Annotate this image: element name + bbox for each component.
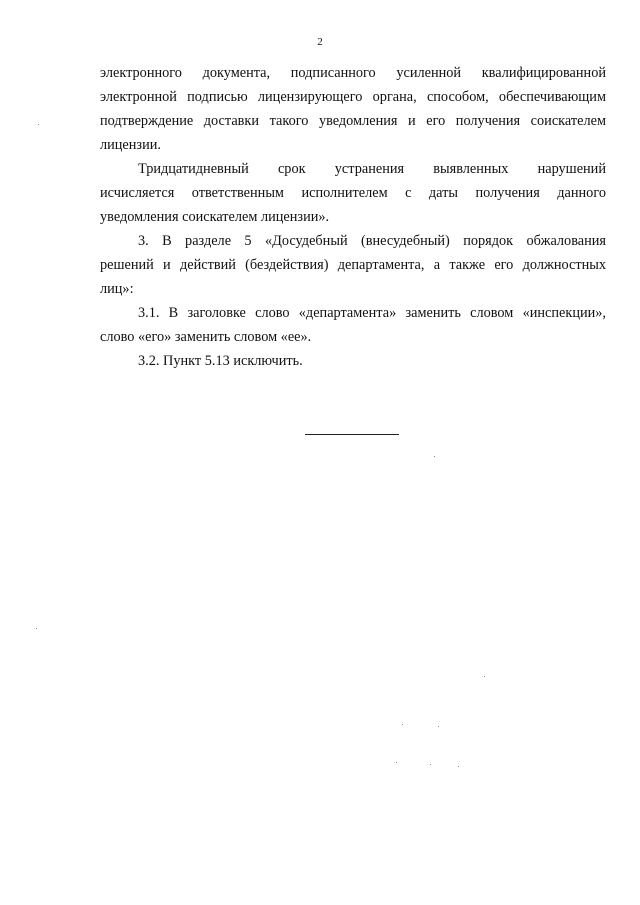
text-line: решений и действий (бездействия) департамента, а также его должностных [100, 257, 606, 273]
text-line: 3.1. В заголовке слово «департамента» заменить словом «инспекции», [138, 305, 606, 321]
text-line: слово «его» заменить словом «ее». [100, 329, 312, 345]
scan-speck [36, 628, 37, 629]
paragraph-continuation [100, 61, 606, 157]
scan-speck [402, 724, 403, 725]
scan-speck [438, 726, 439, 727]
text-line: электронной подписью лицензирующего органа, способом, обеспечивающим [100, 89, 606, 105]
scan-speck [484, 676, 485, 677]
text-line: уведомления соискателем лицензии». [100, 209, 330, 225]
end-divider-line [305, 434, 399, 435]
text-line: подтверждение доставки такого уведомления и его получения соискателем [100, 113, 606, 129]
text-line: электронного документа, подписанного усиленной квалифицированной [100, 65, 606, 81]
scan-speck [396, 762, 397, 763]
text-line: 3. В разделе 5 «Досудебный (внесудебный) порядок обжалования [138, 233, 606, 249]
scan-speck [38, 124, 39, 125]
text-line: исчисляется ответственным исполнителем с даты получения данного [100, 185, 606, 201]
paragraph-item-3 [100, 229, 606, 301]
scan-speck [430, 764, 431, 765]
text-line: лиц»: [100, 281, 134, 297]
page-number: 2 [317, 36, 323, 48]
text-line: 3.2. Пункт 5.13 исключить. [138, 353, 303, 369]
scan-speck [458, 766, 459, 767]
paragraph-item-3-1 [100, 301, 606, 349]
document-body [100, 61, 606, 373]
paragraph-item-3-2 [100, 349, 606, 373]
text-line: лицензии. [100, 137, 161, 153]
text-line: Тридцатидневный срок устранения выявленных нарушений [138, 161, 606, 177]
paragraph-deadline [100, 157, 606, 229]
scan-speck [434, 456, 435, 457]
